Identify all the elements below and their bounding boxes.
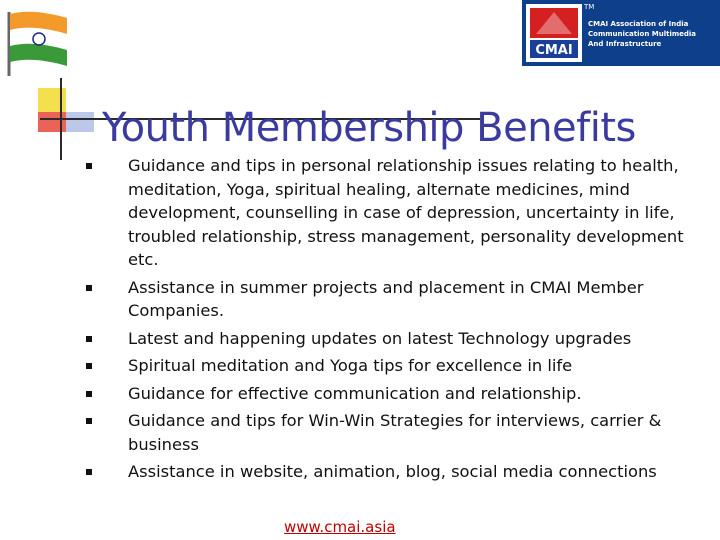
cmai-logo-mark-text: CMAI [535,43,573,58]
logo-org-name: CMAI Association of India Communication Multimedia And Infrastructure [588,20,697,48]
bullet-icon [86,418,92,424]
list-item [86,354,710,378]
bullet-icon [86,336,92,342]
list-item-text: Guidance for effective communication and relationship. [128,383,582,403]
list-item [86,154,710,272]
bullet-icon [86,391,92,397]
list-item [86,276,710,323]
list-item-text: Guidance and tips in personal relationship issues relating to health, meditation, Yoga, spiritual healing, alternate medicines, mind development, counselling in case of depression, uncertainty in life, troubled relationship, stress management, personality development etc. [128,156,684,269]
slide-title: Youth Membership Benefits [102,104,636,151]
bullet-icon [86,363,92,369]
cmai-logo-mark [526,4,582,62]
list-item [86,409,710,456]
benefits-list [86,154,710,488]
decor-blue-block [66,112,94,132]
list-item [86,327,710,351]
bullet-icon [86,163,92,169]
list-item-text: Spiritual meditation and Yoga tips for excellence in life [128,356,573,375]
trademark-label: TM [584,3,595,11]
bullet-icon [86,285,92,291]
list-item-text: Guidance and tips for Win-Win Strategies for interviews, carrier & business [128,411,662,454]
cmai-logo [522,0,720,66]
list-item [86,460,710,484]
india-flag-icon [3,8,69,76]
website-link[interactable]: www.cmai.asia [284,518,396,536]
bullet-icon [86,469,92,475]
list-item-text: Latest and happening updates on latest Technology upgrades [128,328,632,348]
list-item-text: Assistance in website, animation, blog, social media connections [128,462,657,481]
list-item [86,382,710,406]
list-item-text: Assistance in summer projects and placement in CMAI Member Companies. [128,277,644,320]
